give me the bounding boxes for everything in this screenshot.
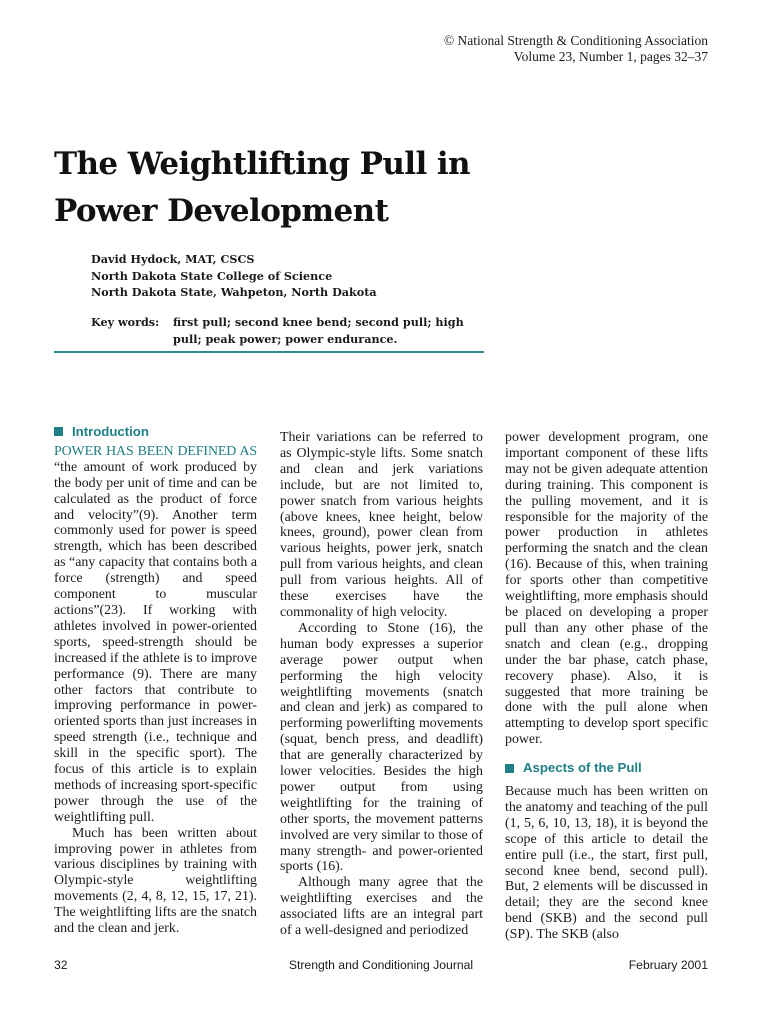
title-line-1: The Weightlifting Pull in [54,146,470,182]
column-2-paragraph-3: Although many agree that the weightlifting exercises and the associated lifts are an integral part of a well-designed and periodized [280,875,483,939]
page-footer [54,958,708,972]
introduction-paragraph-2: Much has been written about improving power in athletes from various disciplines by training with Olympic-style weightlifting movements (2, 4, 8, 12, 15, 17, 21). The weightlifting lifts are the snatch and the clean and jerk. [54,825,257,937]
introduction-heading-text: Introduction [72,424,149,439]
affiliation-1: North Dakota State College of Science [91,268,333,283]
column-3 [505,430,708,943]
affiliation-2: North Dakota State, Wahpeton, North Dakota [91,285,377,299]
aspects-heading [505,760,708,776]
journal-name: Strength and Conditioning Journal [288,958,474,972]
introduction-paragraph-1 [54,444,257,826]
journal-header [444,33,708,65]
author-name: David Hydock, MAT, CSCS [91,252,255,266]
introduction-heading [54,424,257,440]
column-2 [280,430,483,939]
aspects-heading-text: Aspects of the Pull [523,760,642,776]
author-block [91,251,377,301]
column-3-paragraph-1: power development program, one important component of these lifts may not be given adequate attention during training. This component is the pulling movement, and it is responsible for the majority of the power production in athletes performing the snatch and the clean (16). Because of this, when training for sports other than competitive weightlifting, more emphasis should be placed on developing a proper pull than any other phase of the snatch and clean (e.g., dropping under the bar phase, catch phase, recovery phase). Also, it is suggested that more training be done with the pull alone when attempting to develop sport specific power. [505,430,708,748]
section-square-icon [505,764,514,773]
introduction-lead-in: POWER HAS BEEN DEFINED AS [54,443,257,459]
introduction-paragraph-1-text: “the amount of work produced by the body per unit of time and can be calculated as the product of force and velocity”(9). Another term commonly used for power is speed strength, which has been described as “any capacity that contains both a force (strength) and speed component to muscular actions”(23). If working with athletes involved in power-oriented sports, speed-strength should be increased if the athlete is to improve performance (9). There are many other factors that contribute to improving performance in power-oriented sports than just increases in speed strength (i.e., technique and skill in the specific sport). The focus of this article is to explain methods of increasing sport-specific power through the use of the weightlifting pull. [54,459,257,825]
keywords-label: Key words: [91,315,160,329]
title-line-2: Power Development [54,193,389,229]
keywords-block [91,314,486,347]
header-divider [54,351,484,353]
keywords-text: first pull; second knee bend; second pull; high pull; peak power; power endurance. [173,315,464,346]
column-2-paragraph-1: Their variations can be referred to as Olympic-style lifts. Some snatch and clean and jerk variations include, but are not limited to, power snatch from various heights (above knees, knee height, below knees, ground), power clean from various heights, power jerk, snatch pull from various heights, and clean pull from various heights. All of these exercises have the commonality of high velocity. [280,430,483,620]
copyright-line: © National Strength & Conditioning Association [443,33,708,48]
section-square-icon [54,427,63,436]
page-number: 32 [54,958,68,972]
column-1 [54,424,257,937]
column-2-paragraph-2: According to Stone (16), the human body expresses a superior average power output when performing the high velocity weightlifting movements (snatch and clean and jerk) as compared to performing powerlifting movements (squat, bench press, and deadlift) that are generally characterized by lower velocities. Besides the high power output from using weightlifting for the training of other sports, the movement patterns involved are very similar to those of many strength- and power-oriented sports (16). [280,620,483,875]
issue-date: February 2001 [628,958,708,972]
article-title [54,141,514,235]
aspects-paragraph-1: Because much has been written on the anatomy and teaching of the pull (1, 5, 6, 10, 13, 18), it is beyond the scope of this article to detail the entire pull (i.e., the start, first pull, second knee bend, second pull). But, 2 elements will be discussed in detail; they are the second knee bend (SKB) and the second pull (SP). The SKB (also [505,784,708,943]
volume-line: Volume 23, Number 1, pages 32–37 [513,49,708,64]
